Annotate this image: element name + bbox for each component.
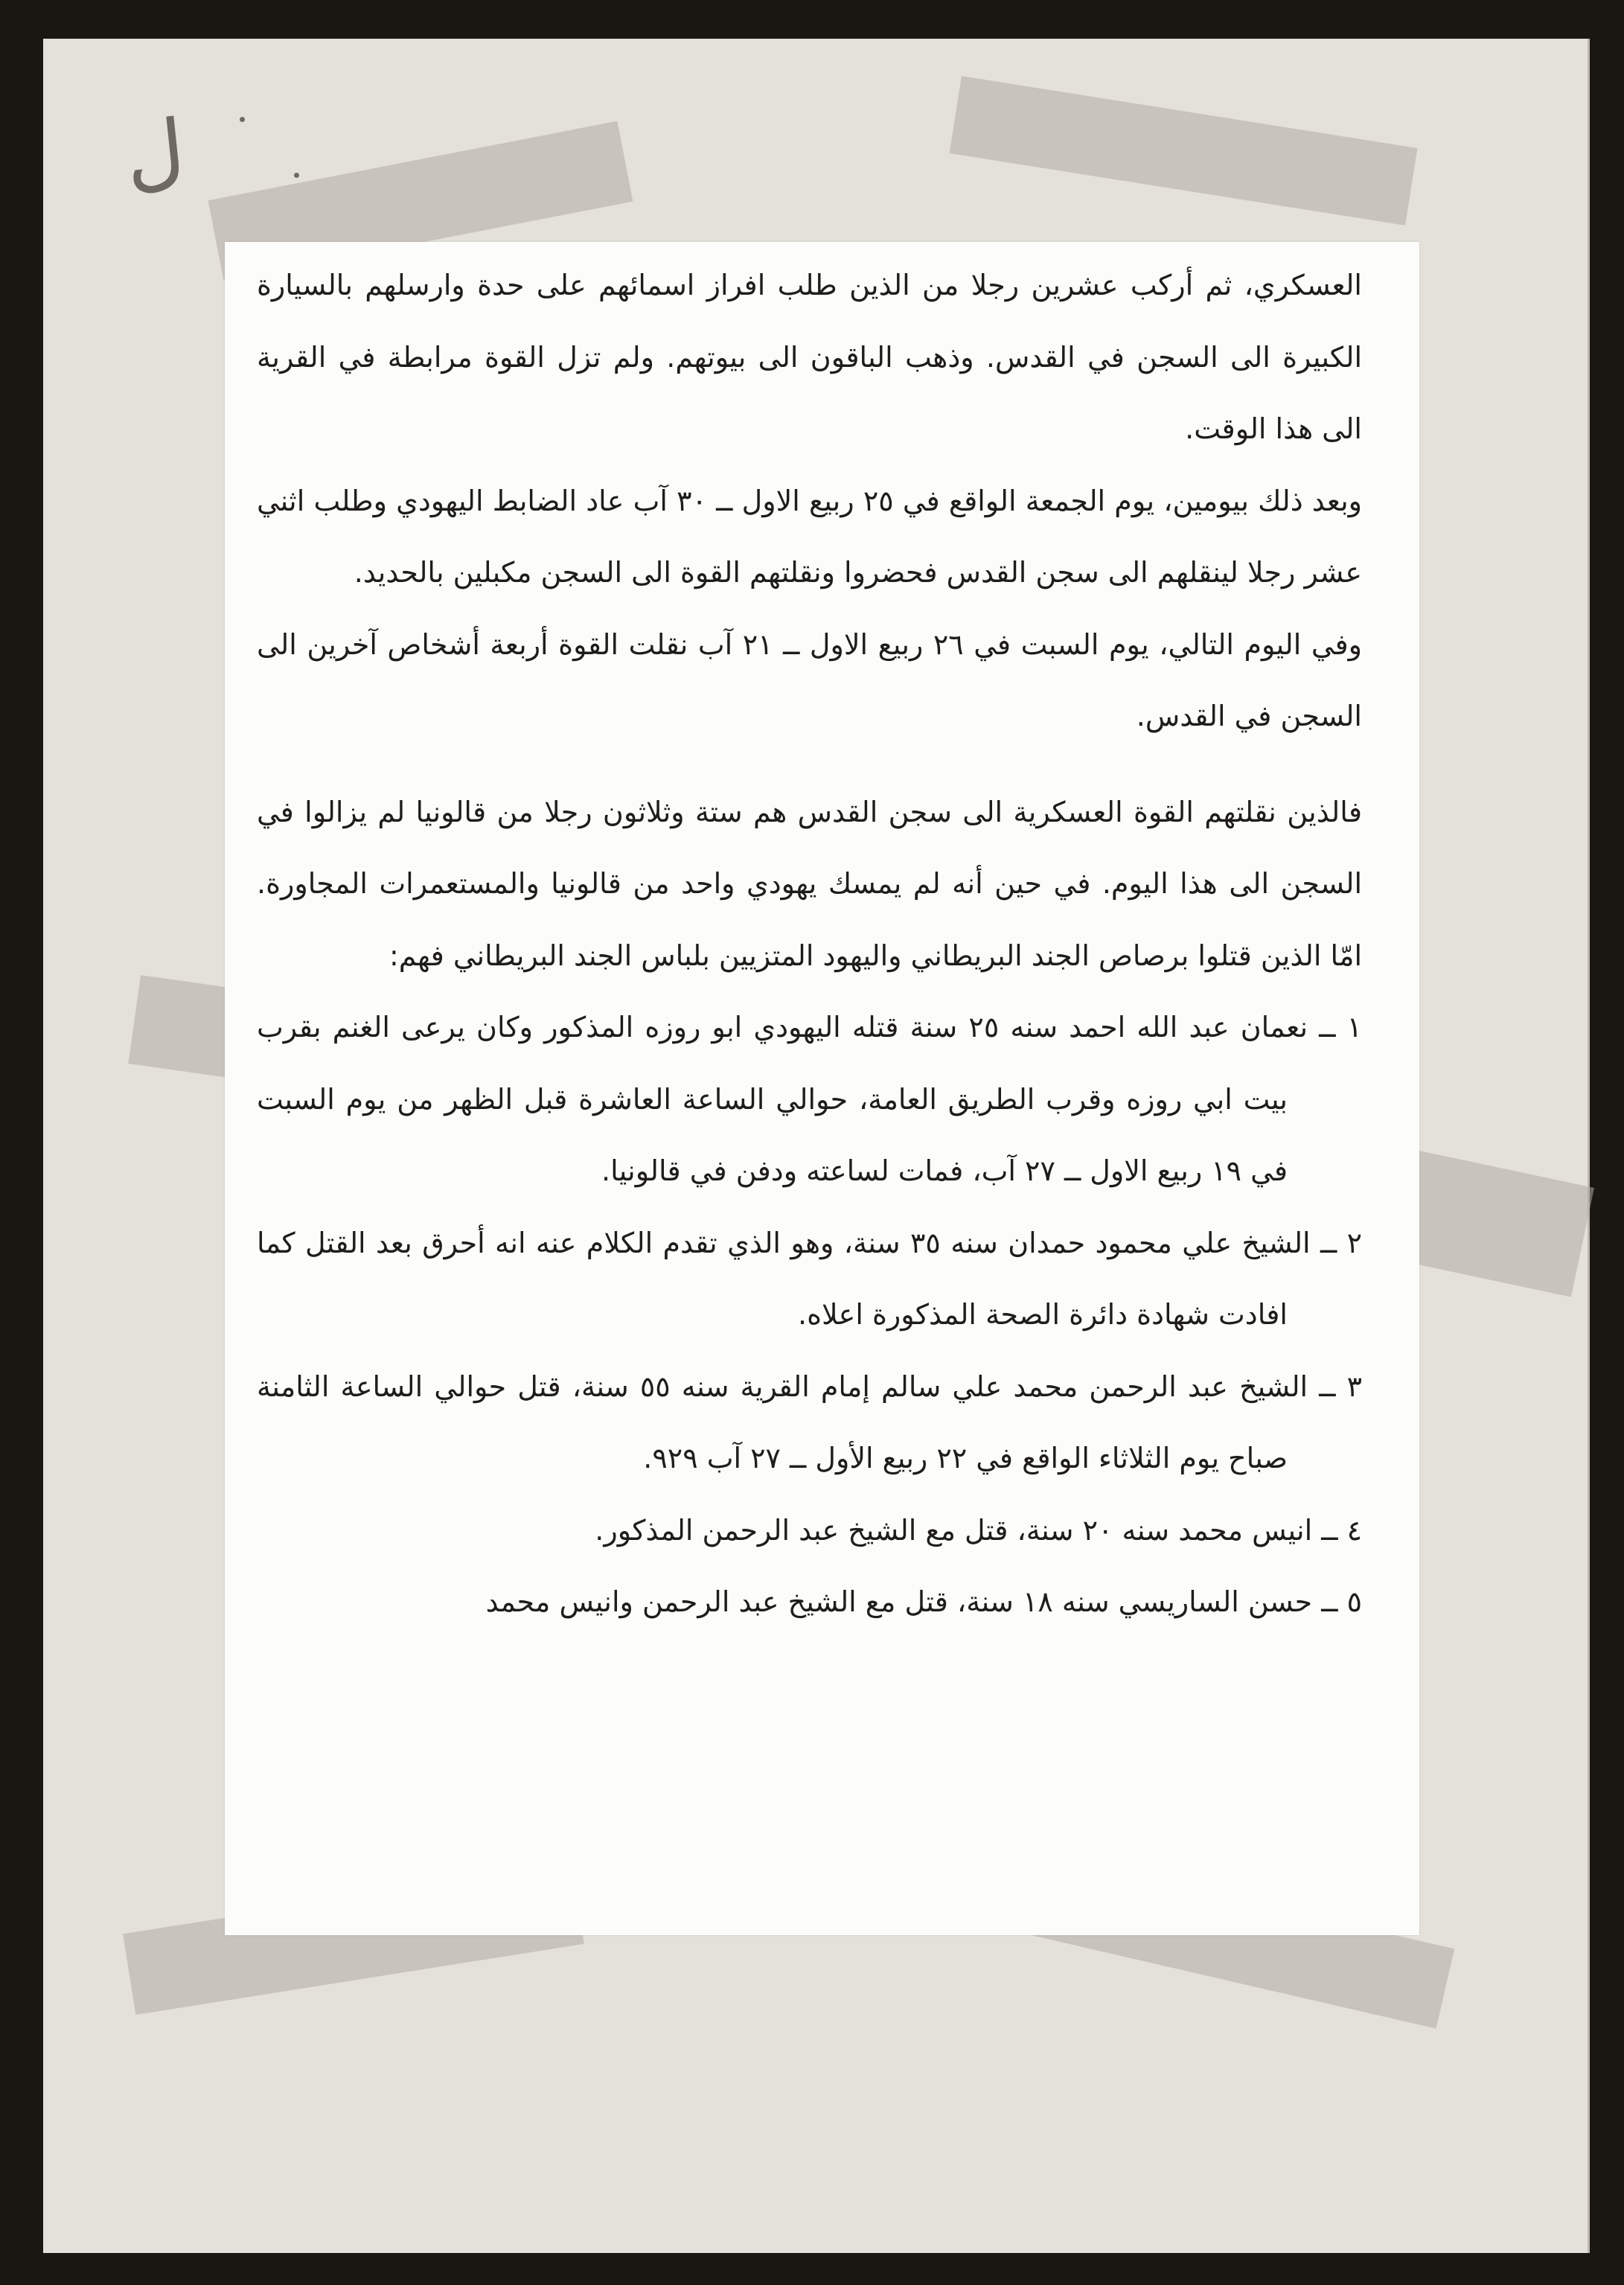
victim-item-3: ٣ ــ الشيخ عبد الرحمن محمد علي سالم إمام القرية سنه ٥٥ سنة، قتل حوالي الساعة الثامنة صباح يوم الثلاثاء الواقع في ٢٢ ربيع الأول ــ ٢٧ آب ٩٢٩.: [257, 1370, 1362, 1474]
victim-item-5: ٥ ــ حسن الساريسي سنه ١٨ سنة، قتل مع الشيخ عبد الرحمن وانيس محمد: [485, 1585, 1362, 1618]
paragraph-2: وبعد ذلك بيومين، يوم الجمعة الواقع في ٢٥ ربيع الاول ــ ٣٠ آب عاد الضابط اليهودي وطلب اثني عشر رجلا لينقلهم الى سجن القدس فحضروا ونقلتهم القوة الى السجن مكبلين بالحديد.: [257, 484, 1362, 589]
paragraph-1: العسكري، ثم أركب عشرين رجلا من الذين طلب افراز اسمائهم على حدة وارسلهم بالسيارة الكبيرة الى السجن في القدس. وذهب الباقون الى بيوتهم. ولم تزل القوة مرابطة في القرية الى هذا الوقت.: [257, 269, 1362, 445]
victim-item-2: ٢ ــ الشيخ علي محمود حمدان سنه ٣٥ سنة، وهو الذي تقدم الكلام عنه انه أحرق بعد القتل كما افادت شهادة دائرة الصحة المذكورة اعلاه.: [257, 1226, 1362, 1331]
victim-item-4: ٤ ــ انيس محمد سنه ٢٠ سنة، قتل مع الشيخ عبد الرحمن المذكور.: [595, 1513, 1362, 1547]
paragraph-4: فالذين نقلتهم القوة العسكرية الى سجن القدس هم ستة وثلاثون رجلا من قالونيا لم يزالوا في السجن الى هذا اليوم. في حين أنه لم يمسك يهودي واحد من قالونيا والمستعمرات المجاورة. امّا الذين قتلوا برصاص الجند البريطاني واليهود المتزيين بلباس الجند البريطاني فهم:: [257, 795, 1362, 972]
document-body: [257, 249, 1362, 1924]
margin-handwritten-mark: ل: [120, 101, 190, 202]
pencil-dot: [240, 117, 245, 122]
paragraph-3: وفي اليوم التالي، يوم السبت في ٢٦ ربيع الاول ــ ٢١ آب نقلت القوة أربعة أشخاص آخرين الى السجن في القدس.: [257, 627, 1362, 732]
victim-item-1: ١ ــ نعمان عبد الله احمد سنه ٢٥ سنة قتله اليهودي ابو روزه المذكور وكان يرعى الغنم بقرب بيت ابي روزه وقرب الطريق العامة، حوالي الساعة العاشرة قبل الظهر من يوم السبت في ١٩ ربيع الاول ــ ٢٧ آب، فمات لساعته ودفن في قالونيا.: [257, 1011, 1362, 1187]
pencil-dot: [294, 173, 299, 178]
paragraph-gap: [257, 752, 1362, 776]
